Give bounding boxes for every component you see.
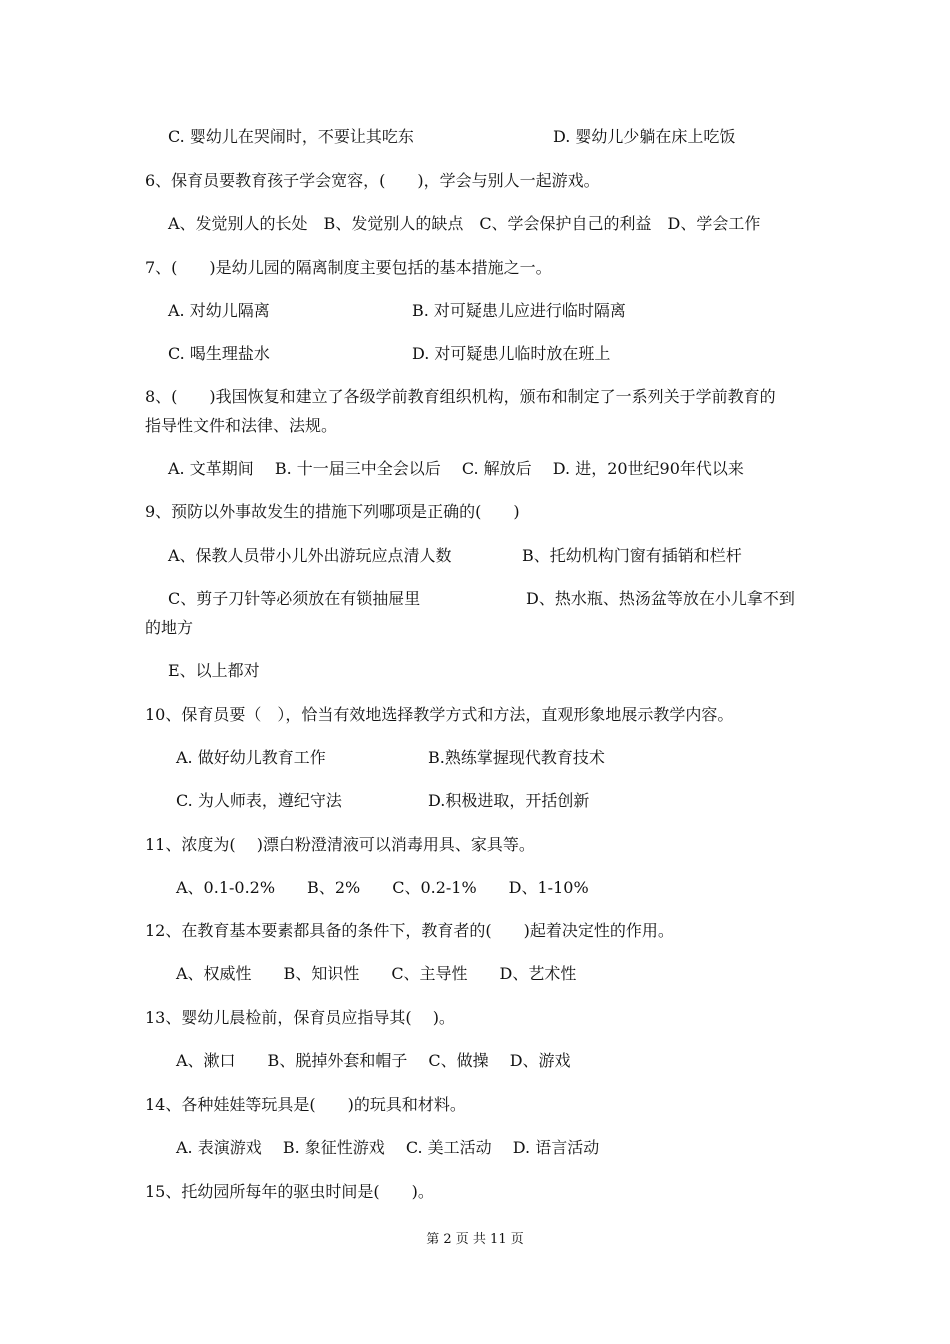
q7-option-d: D. 对可疑患儿临时放在班上	[412, 344, 611, 363]
q13-stem: 13、婴幼儿晨检前，保育员应指导其( )。	[145, 1008, 455, 1027]
q14-stem: 14、各种娃娃等玩具是( )的玩具和材料。	[145, 1095, 466, 1114]
q9-option-d-continued: 的地方	[145, 618, 194, 637]
q10-stem: 10、保育员要（ ），恰当有效地选择教学方式和方法，直观形象地展示教学内容。	[145, 705, 734, 724]
q12-options: A、权威性 B、知识性 C、主导性 D、艺术性	[176, 964, 577, 983]
q7-stem: 7、( )是幼儿园的隔离制度主要包括的基本措施之一。	[145, 258, 552, 277]
q12-stem: 12、在教育基本要素都具备的条件下，教育者的( )起着决定性的作用。	[145, 921, 674, 940]
q8-stem-line1: 8、( )我国恢复和建立了各级学前教育组织机构，颁布和制定了一系列关于学前教育的	[145, 387, 776, 406]
q7-option-b: B. 对可疑患儿应进行临时隔离	[412, 301, 626, 320]
q10-option-b: B.熟练掌握现代教育技术	[428, 748, 605, 767]
q11-options: A、0.1-0.2% B、2% C、0.2-1% D、1-10%	[176, 878, 589, 897]
q8-options: A. 文革期间 B. 十一届三中全会以后 C. 解放后 D. 进，20世纪90年代以来	[168, 459, 744, 478]
q9-option-d: D、热水瓶、热汤盆等放在小儿拿不到	[526, 589, 795, 608]
q9-option-b: B、托幼机构门窗有插销和栏杆	[522, 546, 742, 565]
q7-option-c: C. 喝生理盐水	[168, 344, 270, 363]
q10-option-a: A. 做好幼儿教育工作	[176, 748, 326, 767]
q14-options: A. 表演游戏 B. 象征性游戏 C. 美工活动 D. 语言活动	[176, 1138, 600, 1157]
q6-stem: 6、保育员要教育孩子学会宽容，( )，学会与别人一起游戏。	[145, 171, 600, 190]
q10-option-d: D.积极进取，开括创新	[428, 791, 590, 810]
q11-stem: 11、浓度为( )漂白粉澄清液可以消毒用具、家具等。	[145, 835, 535, 854]
q5-option-c: C. 婴幼儿在哭闹时，不要让其吃东	[168, 127, 414, 146]
q13-options: A、漱口 B、脱掉外套和帽子 C、做操 D、游戏	[176, 1051, 571, 1070]
q9-stem: 9、预防以外事故发生的措施下列哪项是正确的( )	[145, 502, 520, 521]
q15-stem: 15、托幼园所每年的驱虫时间是( )。	[145, 1182, 434, 1201]
q5-option-d: D. 婴幼儿少躺在床上吃饭	[553, 127, 736, 146]
q9-option-c: C、剪子刀针等必须放在有锁抽屉里	[168, 589, 421, 608]
q6-options: A、发觉别人的长处 B、发觉别人的缺点 C、学会保护自己的利益 D、学会工作	[168, 214, 761, 233]
page-footer: 第 2 页 共 11 页	[426, 1232, 524, 1247]
q10-option-c: C. 为人师表，遵纪守法	[176, 791, 342, 810]
q7-option-a: A. 对幼儿隔离	[168, 301, 270, 320]
q8-stem-line2: 指导性文件和法律、法规。	[145, 416, 338, 435]
q9-option-a: A、保教人员带小儿外出游玩应点清人数	[168, 546, 452, 565]
q9-option-e: E、以上都对	[168, 661, 260, 680]
